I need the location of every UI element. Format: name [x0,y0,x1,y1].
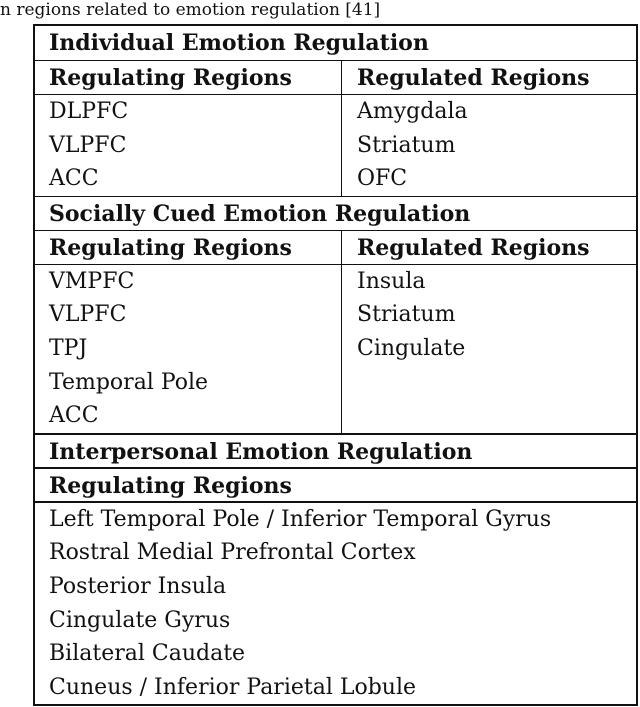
list-item: Temporal Pole [49,369,209,395]
col-header-regulating: Regulating Regions [35,467,636,501]
body-individual [35,94,636,196]
section-title-individual: Individual Emotion Regulation [49,30,429,56]
list-item: ACC [49,403,99,429]
list-item: Rostral Medial Prefrontal Cortex [49,540,416,566]
regulating-list-social [35,265,342,433]
list-item: VMPFC [49,268,135,294]
regions-table [33,24,638,706]
regulating-list-interpersonal [35,501,636,705]
list-item: Cuneus / Inferior Parietal Lobule [49,674,417,700]
list-item: VLPFC [49,132,127,158]
list-item: Amygdala [357,99,468,124]
list-item: TPJ [49,335,88,361]
section-title-social: Socially Cued Emotion Regulation [35,196,636,230]
list-item: Cingulate Gyrus [49,607,231,633]
list-item: Striatum [357,302,456,328]
list-item: ACC [49,166,99,192]
list-item: Left Temporal Pole / Inferior Temporal Gyrus [49,506,552,532]
header-row-social [35,230,636,264]
list-item: Insula [357,268,426,294]
list-item: Posterior Insula [49,573,227,599]
col-header-regulating: Regulating Regions [35,231,342,265]
col-header-regulating: Regulating Regions [35,61,342,95]
header-row-individual [35,60,636,94]
col-header-regulated: Regulated Regions [357,65,590,91]
regulating-list-individual [35,95,342,196]
list-item: Bilateral Caudate [49,641,246,667]
list-item: DLPFC [49,99,129,124]
section-title-interpersonal: Interpersonal Emotion Regulation [35,433,636,467]
col-header-regulated: Regulated Regions [357,234,590,261]
list-item: OFC [357,166,408,192]
list-item: Striatum [357,132,456,158]
regulated-list-social [342,265,636,433]
regulated-list-individual [342,95,636,196]
table-caption: n regions related to emotion regulation [41] [0,0,381,20]
list-item: Cingulate [357,335,466,361]
body-social [35,264,636,433]
list-item: VLPFC [49,302,127,328]
